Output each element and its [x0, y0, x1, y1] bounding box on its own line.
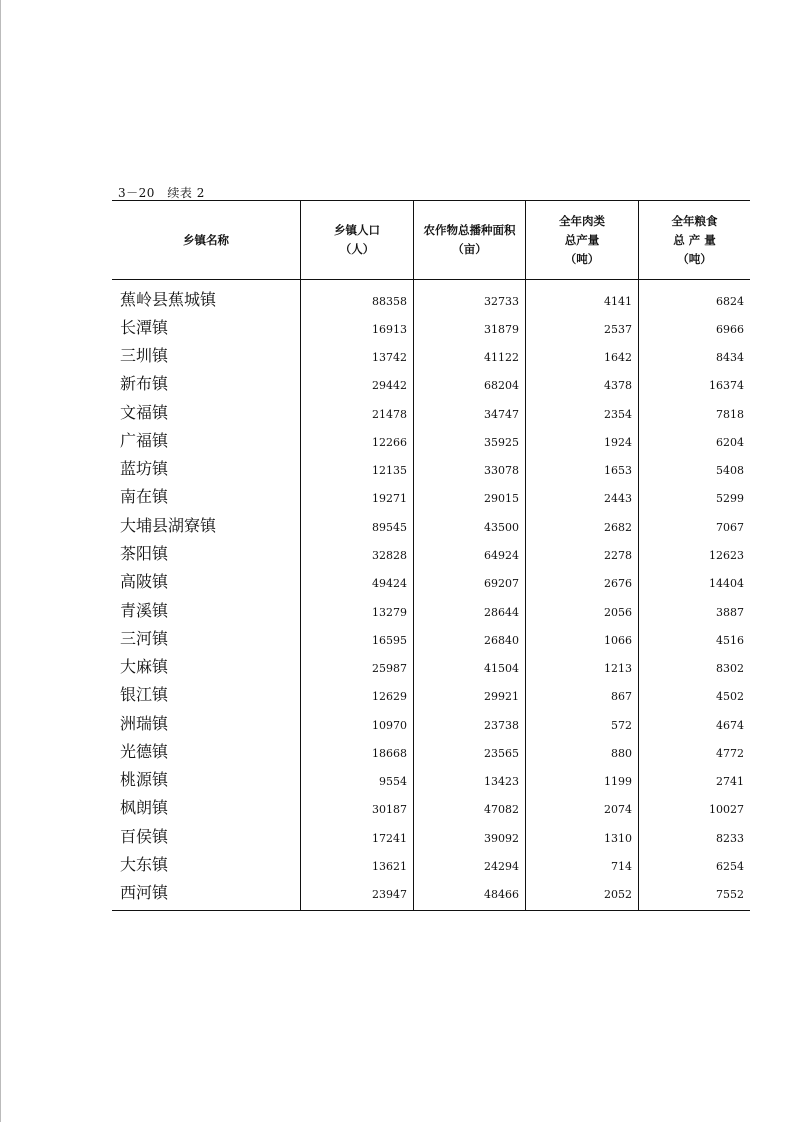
table-cell: 47082: [484, 803, 519, 817]
town-name-cell: 茶阳镇: [120, 544, 169, 564]
table-cell: 6254: [716, 859, 744, 873]
table-cell: 23947: [372, 888, 407, 902]
town-name-cell: 文福镇: [120, 402, 169, 422]
town-name-cell: 广福镇: [120, 430, 169, 450]
table-cell: 29015: [484, 492, 519, 506]
column-meat: [525, 280, 638, 910]
table-cell: 16595: [372, 633, 407, 647]
table-cell: 1310: [604, 831, 632, 845]
table-cell: 19271: [372, 492, 407, 506]
header-meat: [525, 201, 638, 279]
table-cell: 2443: [604, 492, 632, 506]
town-name-cell: 大埔县湖寮镇: [120, 515, 217, 535]
table-cell: 25987: [372, 662, 407, 676]
table-cell: 33078: [484, 464, 519, 478]
table-bottom-rule: [112, 910, 750, 911]
table-cell: 23565: [484, 746, 519, 760]
town-name-cell: 高陂镇: [120, 572, 169, 592]
table-cell: 68204: [484, 379, 519, 393]
table-cell: 49424: [372, 577, 407, 591]
table-cell: 4674: [716, 718, 744, 732]
table-cell: 41504: [484, 662, 519, 676]
table-cell: 8302: [716, 662, 744, 676]
town-name-cell: 青溪镇: [120, 600, 169, 620]
table-cell: 572: [611, 718, 632, 732]
table-cell: 12266: [372, 435, 407, 449]
column-grain: [638, 280, 750, 910]
table-cell: 35925: [484, 435, 519, 449]
table-cell: 2682: [604, 520, 632, 534]
table-cell: 2278: [604, 549, 632, 563]
table-cell: 28644: [484, 605, 519, 619]
table-cell: 1924: [604, 435, 632, 449]
table-cell: 2056: [604, 605, 632, 619]
column-sown-area: [413, 280, 525, 910]
table-cell: 2074: [604, 803, 632, 817]
header-sown-area-unit: （亩）: [452, 242, 487, 256]
table-cell: 6824: [716, 294, 744, 308]
town-name-cell: 百侯镇: [120, 826, 169, 846]
table-cell: 69207: [484, 577, 519, 591]
table-cell: 8233: [716, 831, 744, 845]
table-cell: 39092: [484, 831, 519, 845]
table-cell: 7552: [716, 888, 744, 902]
town-name-cell: 光德镇: [120, 741, 169, 761]
table-cell: 4516: [716, 633, 744, 647]
table-cell: 4772: [716, 746, 744, 760]
header-meat-unit: （吨）: [564, 251, 600, 266]
table-cell: 1199: [604, 775, 632, 789]
table-cell: 12623: [709, 549, 744, 563]
table-cell: 2537: [604, 322, 632, 336]
table-cell: 6204: [716, 435, 744, 449]
table-cell: 12629: [372, 690, 407, 704]
column-name: [112, 280, 300, 910]
table-cell: 41122: [484, 351, 519, 365]
table-cell: 14404: [709, 577, 744, 591]
table-cell: 3887: [716, 605, 744, 619]
table-cell: 21478: [372, 407, 407, 421]
town-name-cell: 蕉岭县蕉城镇: [120, 289, 217, 309]
table-caption: 3－20 续表 2: [118, 186, 205, 200]
table-cell: 23738: [484, 718, 519, 732]
header-name: [112, 201, 300, 279]
header-grain-unit: （吨）: [677, 251, 712, 266]
town-name-cell: 三河镇: [120, 628, 169, 648]
town-name-cell: 桃源镇: [120, 770, 169, 790]
page-edge: [0, 0, 1, 1122]
header-name-line: 乡镇名称: [183, 232, 229, 247]
table-cell: 8434: [716, 351, 744, 365]
table-cell: 2354: [604, 407, 632, 421]
table-cell: 31879: [484, 322, 519, 336]
town-name-cell: 三圳镇: [120, 346, 169, 366]
town-name-cell: 新布镇: [120, 374, 169, 394]
table-cell: 4502: [716, 690, 744, 704]
town-name-cell: 大东镇: [120, 854, 169, 874]
table-cell: 7818: [716, 407, 744, 421]
table-cell: 2676: [604, 577, 632, 591]
header-meat-line1: 全年肉类: [559, 213, 605, 228]
town-name-cell: 南在镇: [120, 487, 169, 507]
table-cell: 10027: [709, 803, 744, 817]
table-cell: 16913: [372, 322, 407, 336]
table-cell: 6966: [716, 322, 744, 336]
table-cell: 18668: [372, 746, 407, 760]
table-cell: 43500: [484, 520, 519, 534]
header-sown-area-line: 农作物总播种面积: [423, 223, 516, 237]
header-grain: [638, 201, 750, 279]
table-cell: 32828: [372, 549, 407, 563]
table-cell: 88358: [372, 294, 407, 308]
table-cell: 16374: [709, 379, 744, 393]
table-cell: 2052: [604, 888, 632, 902]
table-cell: 89545: [372, 520, 407, 534]
table-cell: 5299: [716, 492, 744, 506]
table-cell: 714: [611, 859, 632, 873]
table-cell: 48466: [484, 888, 519, 902]
town-name-cell: 西河镇: [120, 883, 169, 903]
table-cell: 24294: [484, 859, 519, 873]
table-cell: 1213: [604, 662, 632, 676]
table-cell: 4378: [604, 379, 632, 393]
table-cell: 880: [611, 746, 632, 760]
table-cell: 13621: [372, 859, 407, 873]
table-cell: 13423: [484, 775, 519, 789]
table-cell: 13742: [372, 351, 407, 365]
table-cell: 29442: [372, 379, 407, 393]
town-statistics-table: [112, 200, 750, 911]
table-cell: 17241: [372, 831, 407, 845]
table-body: [112, 280, 750, 910]
table-cell: 26840: [484, 633, 519, 647]
table-cell: 9554: [379, 775, 407, 789]
table-cell: 4141: [604, 294, 632, 308]
table-cell: 32733: [484, 294, 519, 308]
table-cell: 30187: [372, 803, 407, 817]
table-cell: 10970: [372, 718, 407, 732]
table-cell: 29921: [484, 690, 519, 704]
town-name-cell: 枫朗镇: [120, 798, 169, 818]
table-cell: 1066: [604, 633, 632, 647]
header-sown-area: [413, 201, 525, 279]
header-grain-line1: 全年粮食: [671, 213, 718, 228]
header-population-unit: （人）: [339, 242, 375, 256]
table-cell: 13279: [372, 605, 407, 619]
table-cell: 7067: [716, 520, 744, 534]
town-name-cell: 蓝坊镇: [120, 459, 169, 479]
header-population: [300, 201, 413, 279]
header-grain-line2: 总 产 量: [673, 232, 716, 247]
table-cell: 867: [611, 690, 632, 704]
town-name-cell: 银江镇: [120, 685, 169, 705]
column-population: [300, 280, 413, 910]
table-cell: 12135: [372, 464, 407, 478]
header-population-line: 乡镇人口: [334, 223, 380, 237]
table-cell: 64924: [484, 549, 519, 563]
town-name-cell: 大麻镇: [120, 657, 169, 677]
table-cell: 1642: [604, 351, 632, 365]
table-cell: 2741: [716, 775, 744, 789]
header-meat-line2: 总产量: [564, 232, 600, 247]
table-cell: 1653: [604, 464, 632, 478]
table-header: [112, 201, 750, 280]
table-cell: 5408: [716, 464, 744, 478]
town-name-cell: 长潭镇: [120, 317, 169, 337]
town-name-cell: 洲瑞镇: [120, 713, 169, 733]
table-cell: 34747: [484, 407, 519, 421]
